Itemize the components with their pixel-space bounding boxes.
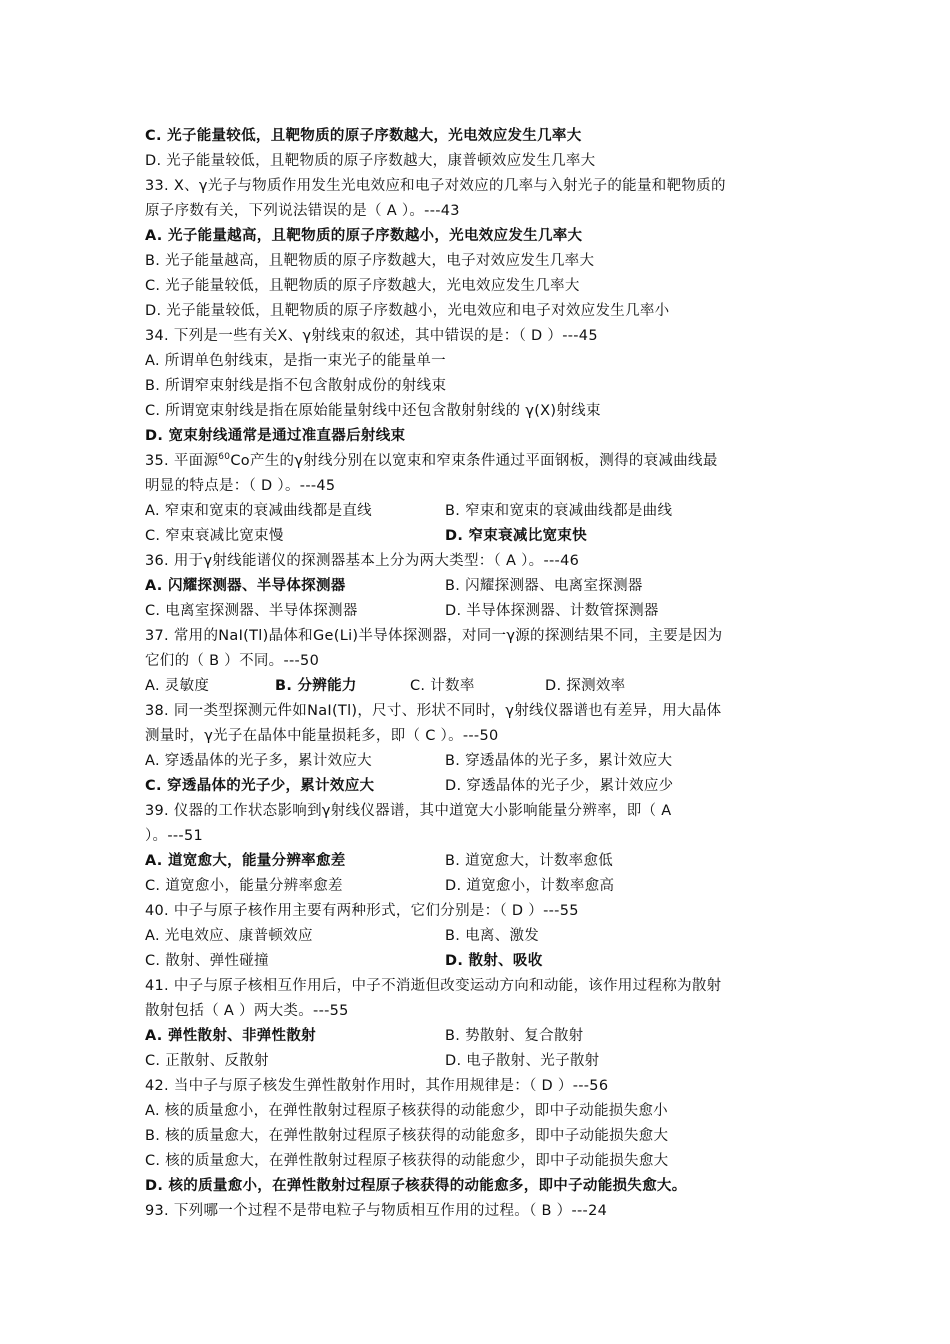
q35-stem-line2: 明显的特点是：（ D ）。---45 bbox=[145, 478, 336, 494]
q36-option-b: B. 闪耀探测器、电离室探测器 bbox=[445, 578, 643, 594]
q35-stem-rest: Co产生的γ射线分别在以宽束和窄束条件通过平面钢板，测得的衰减曲线最 bbox=[230, 453, 718, 469]
q40-option-d-answer: D. 散射、吸收 bbox=[445, 953, 543, 969]
q35-option-a: A. 窄束和宽束的衰减曲线都是直线 bbox=[145, 503, 372, 519]
q32-option-d: D. 光子能量较低，且靶物质的原子序数越大，康普顿效应发生几率大 bbox=[145, 153, 596, 169]
q33-stem-line2: 原子序数有关，下列说法错误的是（ A ）。---43 bbox=[145, 203, 460, 219]
q41-stem-line2: 散射包括（ A ）两大类。---55 bbox=[145, 1003, 349, 1019]
q37-option-c: C. 计数率 bbox=[410, 678, 475, 694]
q36-stem: 36. 用于γ射线能谱仪的探测器基本上分为两大类型：（ A ）。---46 bbox=[145, 553, 580, 569]
q33-option-c: C. 光子能量较低，且靶物质的原子序数越大，光电效应发生几率大 bbox=[145, 278, 580, 294]
q36-option-d: D. 半导体探测器、计数管探测器 bbox=[445, 603, 659, 619]
q35-option-d-answer: D. 窄束衰减比宽束快 bbox=[445, 528, 587, 544]
q37-option-d: D. 探测效率 bbox=[545, 678, 626, 694]
q33-stem-line1: 33. X、γ光子与物质作用发生光电效应和电子对效应的几率与入射光子的能量和靶物质的 bbox=[145, 178, 726, 194]
q38-option-b: B. 穿透晶体的光子多，累计效应大 bbox=[445, 753, 673, 769]
q35-option-b: B. 窄束和宽束的衰减曲线都是曲线 bbox=[445, 503, 673, 519]
q38-option-c-answer: C. 穿透晶体的光子少，累计效应大 bbox=[145, 778, 375, 794]
q38-option-a: A. 穿透晶体的光子多，累计效应大 bbox=[145, 753, 372, 769]
q40-option-c: C. 散射、弹性碰撞 bbox=[145, 953, 269, 969]
q40-option-a: A. 光电效应、康普顿效应 bbox=[145, 928, 313, 944]
q39-option-a-answer: A. 道宽愈大，能量分辨率愈差 bbox=[145, 853, 346, 869]
q42-option-b: B. 核的质量愈大，在弹性散射过程原子核获得的动能愈多，即中子动能损失愈大 bbox=[145, 1128, 669, 1144]
q38-option-d: D. 穿透晶体的光子少，累计效应少 bbox=[445, 778, 674, 794]
q34-option-a: A. 所谓单色射线束，是指一束光子的能量单一 bbox=[145, 353, 446, 369]
q42-option-a: A. 核的质量愈小，在弹性散射过程原子核获得的动能愈少，即中子动能损失愈小 bbox=[145, 1103, 668, 1119]
q41-option-b: B. 势散射、复合散射 bbox=[445, 1028, 584, 1044]
q41-option-c: C. 正散射、反散射 bbox=[145, 1053, 269, 1069]
q39-option-c: C. 道宽愈小，能量分辨率愈差 bbox=[145, 878, 343, 894]
isotope-mass-number: 60 bbox=[218, 452, 231, 463]
q34-option-c: C. 所谓宽束射线是指在原始能量射线中还包含散射射线的 γ(X)射线束 bbox=[145, 403, 601, 419]
q41-stem-line1: 41. 中子与原子核相互作用后，中子不消逝但改变运动方向和动能，该作用过程称为散射 bbox=[145, 978, 722, 994]
q37-stem-line2: 它们的（ B ）不同。---50 bbox=[145, 653, 320, 669]
q33-option-d: D. 光子能量较低，且靶物质的原子序数越小，光电效应和电子对效应发生几率小 bbox=[145, 303, 670, 319]
q38-stem-line2: 测量时，γ光子在晶体中能量损耗多，即（ C ）。---50 bbox=[145, 728, 499, 744]
q39-stem-line1: 39. 仪器的工作状态影响到γ射线仪器谱，其中道宽大小影响能量分辨率，即（ A bbox=[145, 803, 672, 819]
q41-option-d: D. 电子散射、光子散射 bbox=[445, 1053, 600, 1069]
q36-option-c: C. 电离室探测器、半导体探测器 bbox=[145, 603, 358, 619]
q33-option-b: B. 光子能量越高，且靶物质的原子序数越大，电子对效应发生几率大 bbox=[145, 253, 595, 269]
q35-stem-line1 bbox=[145, 451, 718, 471]
q35-option-c: C. 窄束衰减比宽束慢 bbox=[145, 528, 284, 544]
q42-stem: 42. 当中子与原子核发生弹性散射作用时，其作用规律是：（ D ）---56 bbox=[145, 1078, 609, 1094]
q37-stem-line1: 37. 常用的NaI(Tl)晶体和Ge(Li)半导体探测器，对同一γ源的探测结果不同，主要是因为 bbox=[145, 628, 723, 644]
q37-option-b-answer: B. 分辨能力 bbox=[275, 678, 357, 694]
q42-option-d-answer: D. 核的质量愈小，在弹性散射过程原子核获得的动能愈多，即中子动能损失愈大。 bbox=[145, 1178, 687, 1194]
q41-option-a-answer: A. 弹性散射、非弹性散射 bbox=[145, 1028, 316, 1044]
q42-option-c: C. 核的质量愈大，在弹性散射过程原子核获得的动能愈少，即中子动能损失愈大 bbox=[145, 1153, 669, 1169]
q39-option-b: B. 道宽愈大，计数率愈低 bbox=[445, 853, 614, 869]
q34-option-b: B. 所谓窄束射线是指不包含散射成份的射线束 bbox=[145, 378, 447, 394]
q32-option-c-answer: C. 光子能量较低，且靶物质的原子序数越大，光电效应发生几率大 bbox=[145, 128, 582, 144]
q40-option-b: B. 电离、激发 bbox=[445, 928, 540, 944]
q34-option-d-answer: D. 宽束射线通常是通过准直器后射线束 bbox=[145, 428, 406, 444]
q34-stem: 34. 下列是一些有关X、γ射线束的叙述，其中错误的是：（ D ）---45 bbox=[145, 328, 598, 344]
q35-stem-prefix: 35. 平面源 bbox=[145, 453, 219, 469]
q33-option-a-answer: A. 光子能量越高，且靶物质的原子序数越小，光电效应发生几率大 bbox=[145, 228, 583, 244]
q93-stem: 93. 下列哪一个过程不是带电粒子与物质相互作用的过程。（ B ）---24 bbox=[145, 1203, 608, 1219]
q38-stem-line1: 38. 同一类型探测元件如NaI(Tl)，尺寸、形状不同时，γ射线仪器谱也有差异，用大晶体 bbox=[145, 703, 722, 719]
q39-option-d: D. 道宽愈小，计数率愈高 bbox=[445, 878, 615, 894]
q37-option-a: A. 灵敏度 bbox=[145, 678, 210, 694]
q36-option-a-answer: A. 闪耀探测器、半导体探测器 bbox=[145, 578, 346, 594]
q39-stem-line2: ）。---51 bbox=[145, 828, 203, 844]
q40-stem: 40. 中子与原子核作用主要有两种形式，它们分别是：（ D ）---55 bbox=[145, 903, 579, 919]
